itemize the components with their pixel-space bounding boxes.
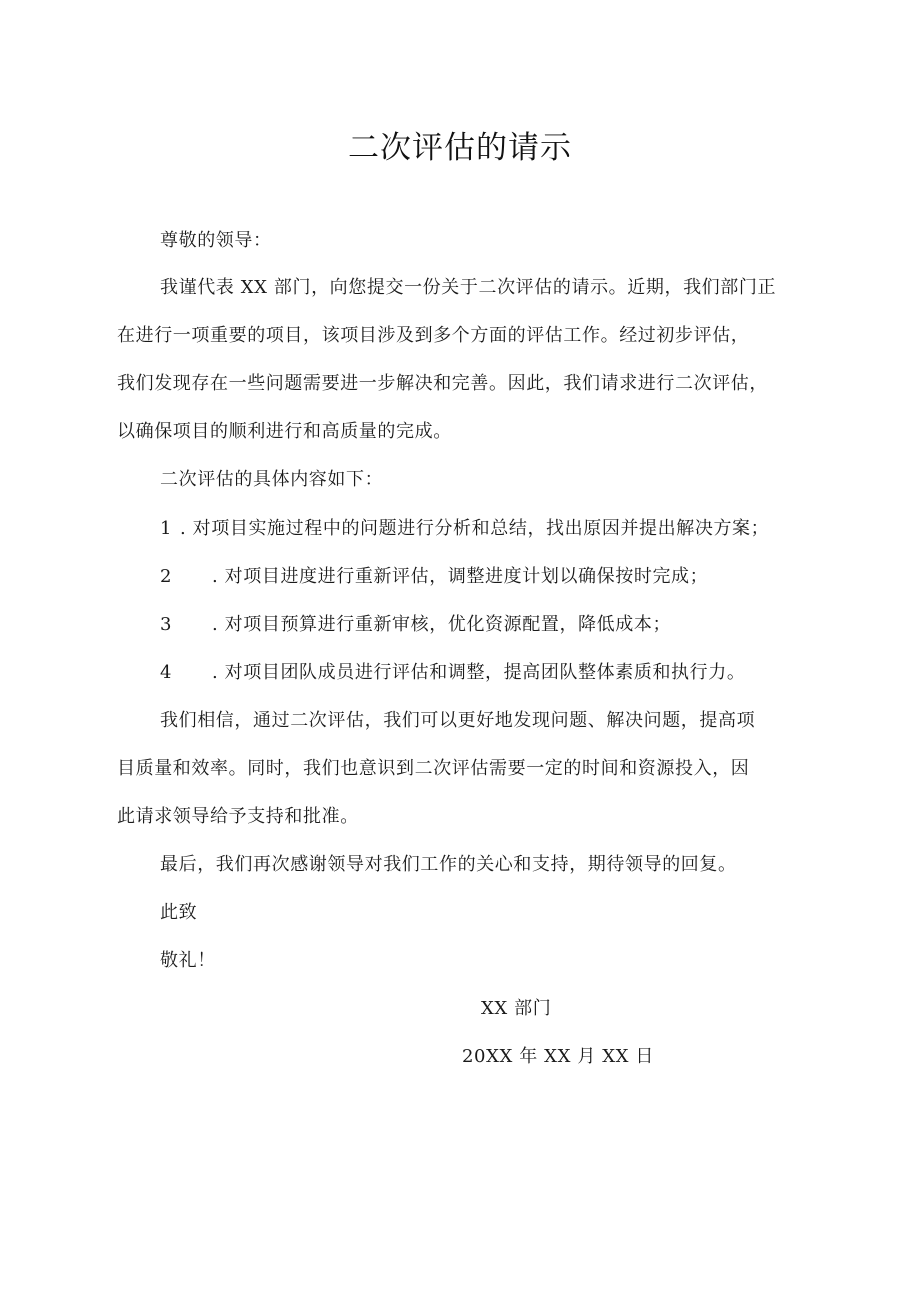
list-item-number: 1 [160, 518, 173, 539]
closing-cizhi: 此致 [160, 902, 198, 923]
signature-department: XX 部门 [481, 998, 552, 1019]
list-intro: 二次评估的具体内容如下： [160, 469, 384, 490]
list-item-text: . 对项目进度进行重新评估，调整进度计划以确保按时完成； [212, 566, 709, 587]
list-item [160, 661, 745, 685]
intro-line-1: 我谨代表 XX 部门，向您提交一份关于二次评估的请示。近期，我们部门正 [160, 277, 777, 298]
list-item-number: 3 [160, 614, 173, 635]
intro-line-4: 以确保项目的顺利进行和高质量的完成。 [117, 421, 452, 442]
closing-jingli: 敬礼！ [160, 950, 216, 971]
salutation: 尊敬的领导： [160, 230, 272, 251]
list-item-text: . 对项目预算进行重新审核，优化资源配置，降低成本； [212, 614, 672, 635]
intro-line-2: 在进行一项重要的项目，该项目涉及到多个方面的评估工作。经过初步评估， [117, 325, 750, 346]
belief-paragraph [117, 709, 817, 853]
list-item-number: 4 [160, 662, 173, 683]
list-item-text: . 对项目实施过程中的问题进行分析和总结，找出原因并提出解决方案； [180, 518, 770, 539]
belief-line-3: 此请求领导给予支持和批准。 [117, 806, 359, 827]
intro-line-3: 我们发现存在一些问题需要进一步解决和完善。因此，我们请求进行二次评估， [117, 373, 768, 394]
signature-date: 20XX 年 XX 月 XX 日 [462, 1046, 654, 1067]
list-item-text: . 对项目团队成员进行评估和调整，提高团队整体素质和执行力。 [212, 662, 746, 683]
document-title: 二次评估的请示 [348, 130, 572, 166]
belief-line-2: 目质量和效率。同时，我们也意识到二次评估需要一定的时间和资源投入，因 [117, 758, 750, 779]
intro-paragraph [117, 276, 817, 468]
belief-line-1: 我们相信，通过二次评估，我们可以更好地发现问题、解决问题，提高项 [160, 710, 756, 731]
list-item [160, 517, 769, 541]
list-item-number: 2 [160, 566, 173, 587]
list-item [160, 565, 708, 589]
closing-paragraph: 最后，我们再次感谢领导对我们工作的关心和支持，期待领导的回复。 [160, 854, 737, 875]
list-item [160, 613, 671, 637]
